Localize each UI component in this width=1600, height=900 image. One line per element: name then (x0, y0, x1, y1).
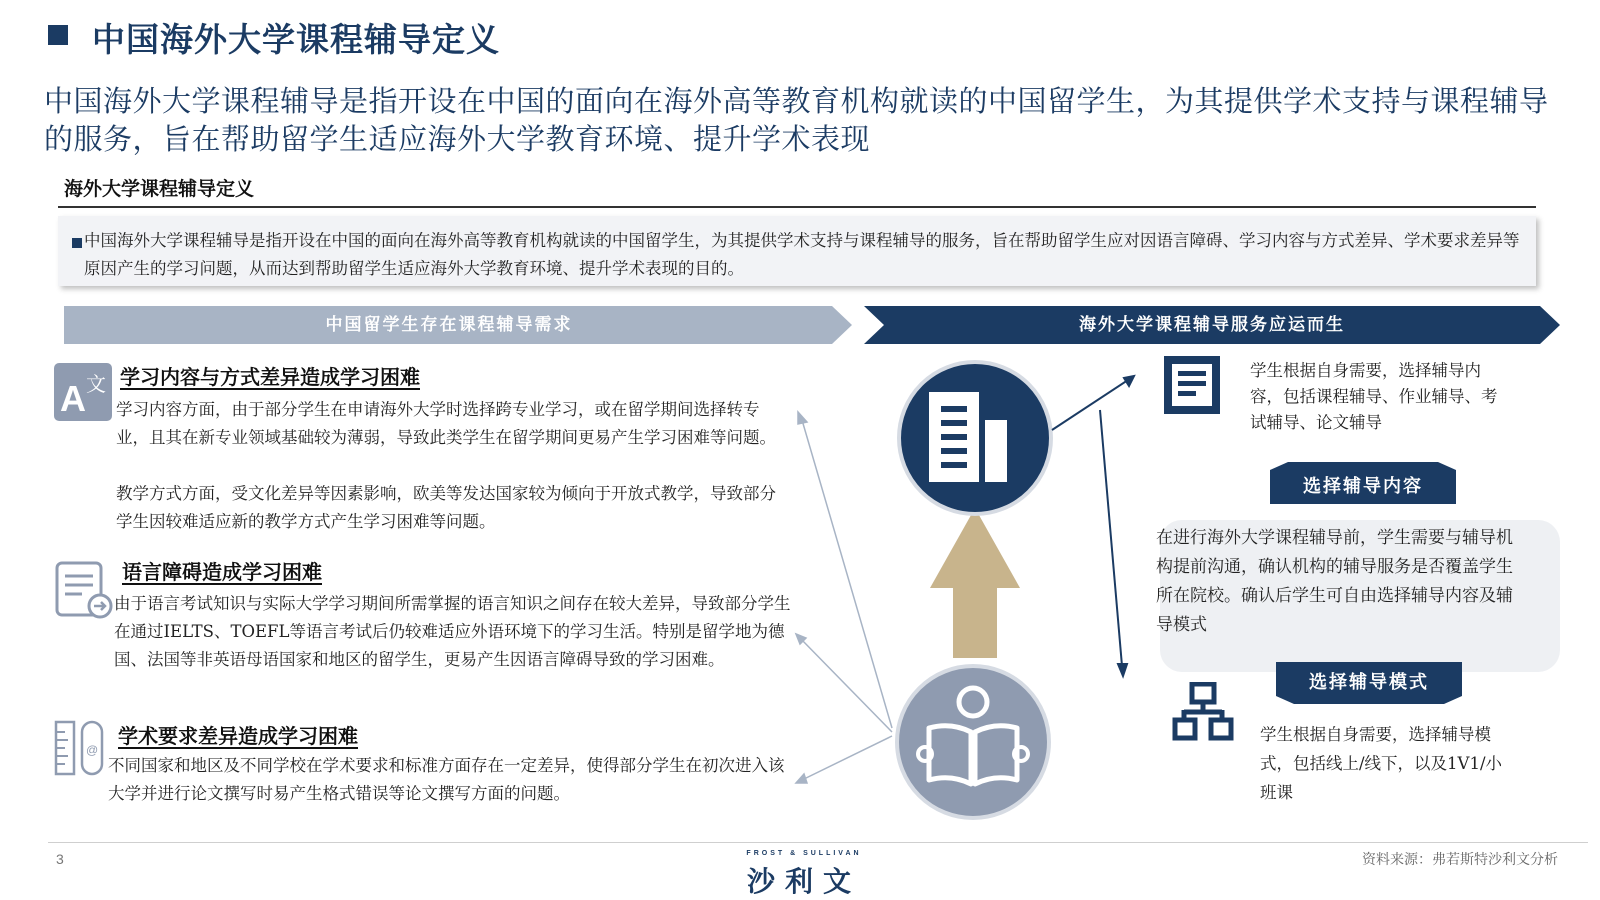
content-selection-text: 学生根据自身需要，选择辅导内容，包括课程辅导、作业辅导、考试辅导、论文辅导 (1250, 361, 1498, 432)
svg-text:A: A (60, 378, 86, 419)
definition-rule (58, 206, 1536, 208)
needs-banner (64, 306, 852, 344)
content-tag-label: 选择辅导内容 (1303, 476, 1423, 497)
need-1-text-method: 教学方式方面，受文化差异等因素影响，欧美等发达国家较为倾向于开放式教学，导致部分学生因较难适应新的教学方式产生学习困难等问题。 (116, 484, 776, 531)
mode-selection-text: 学生根据自身需要，选择辅导模式，包括线上/线下，以及1V1/小班课 (1260, 725, 1503, 802)
title-marker (48, 25, 68, 45)
logo-chinese: 沙利文 (746, 865, 861, 898)
need-2-text: 由于语言考试知识与实际大学学习期间所需掌握的语言知识之间存在较大差异，导致部分学生在通过IELTS、TOEFL等语言考试后仍较难适应外语环境下的学习生活。特别是留学地为德国、法国等非英语母语国家和地区的留学生，更易产生因语言障碍导致的学习困难。 (114, 594, 791, 669)
need-2-title: 语言障碍造成学习困难 (122, 560, 322, 584)
svg-text:@: @ (86, 743, 99, 757)
translate-icon (54, 363, 112, 421)
service-banner (864, 306, 1560, 344)
info-box (1156, 520, 1560, 672)
reader-icon (893, 662, 1053, 822)
mode-tag (1276, 662, 1462, 704)
service-banner-text: 海外大学课程辅导服务应运而生 (1079, 315, 1345, 335)
need-1-title: 学习内容与方式差异造成学习困难 (120, 365, 420, 389)
hierarchy-icon (1172, 682, 1234, 742)
source-note: 资料来源：弗若斯特沙利文分析 (1362, 852, 1558, 868)
needs-banner-text: 中国留学生存在课程辅导需求 (325, 315, 573, 335)
building-icon (895, 358, 1055, 518)
definition-label: 海外大学课程辅导定义 (64, 178, 255, 200)
ruler-icon (54, 720, 106, 776)
definition-bullet (72, 238, 82, 248)
page-number: 3 (56, 851, 64, 867)
mode-tag-label: 选择辅导模式 (1309, 672, 1429, 693)
lead-statement: 中国海外大学课程辅导是指开设在中国的面向在海外高等教育机构就读的中国留学生，为其提供学术支持与课程辅导的服务，旨在帮助留学生适应海外大学教育环境、提升学术表现 (44, 84, 1549, 156)
logo-english: FROST & SULLIVAN (746, 850, 862, 857)
need-3-title: 学术要求差异造成学习困难 (118, 724, 358, 748)
definition-box (58, 216, 1536, 286)
page-title: 中国海外大学课程辅导定义 (92, 20, 500, 59)
svg-text:文: 文 (86, 372, 106, 396)
document-lines-icon (1162, 354, 1222, 416)
need-1-text-content: 学习内容方面，由于部分学生在申请海外大学时选择跨专业学习，或在留学期间选择转专业，且其在新专业领域基础较为薄弱，导致此类学生在留学期间更易产生学习困难等问题。 (116, 400, 776, 447)
content-tag (1270, 462, 1456, 504)
footer-rule (48, 842, 1588, 843)
need-3-text: 不同国家和地区及不同学校在学术要求和标准方面存在一定差异，使得部分学生在初次进入该大学并进行论文撰写时易产生格式错误等论文撰写方面的问题。 (108, 756, 785, 803)
definition-text: 中国海外大学课程辅导是指开设在中国的面向在海外高等教育机构就读的中国留学生，为其提供学术支持与课程辅导的服务，旨在帮助留学生应对因语言障碍、学习内容与方式差异、学术要求差异等原因产生的学习问题，从而达到帮助留学生适应海外大学教育环境、提升学术表现的目的。 (84, 231, 1520, 278)
service-connectors (1040, 370, 1150, 690)
document-arrow-icon (54, 560, 114, 620)
info-box-text: 在进行海外大学课程辅导前，学生需要与辅导机构提前沟通，确认机构的辅导服务是否覆盖学生所在院校。确认后学生可自由选择辅导内容及辅导模式 (1156, 528, 1513, 635)
